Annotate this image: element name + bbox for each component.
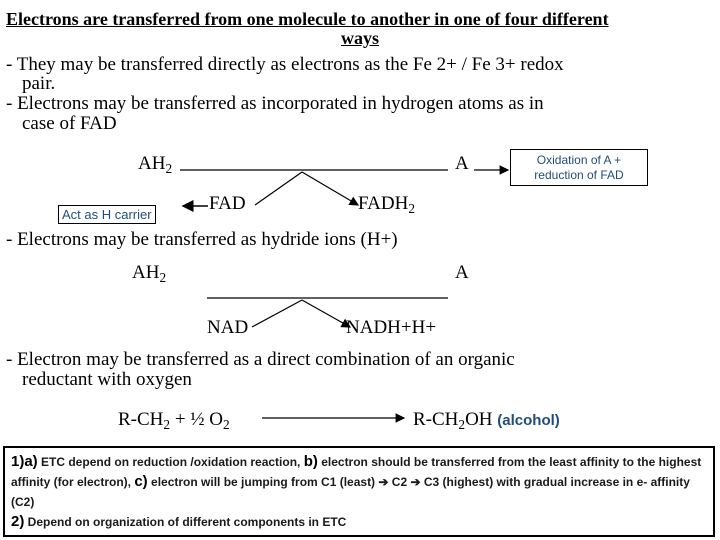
reaction3-left: $R-CH_2$ + ½ $O_2$ xyxy=(118,409,230,432)
reaction1-fad-line xyxy=(255,172,302,205)
reaction2-nad: NAD xyxy=(207,317,249,338)
summary-b-label: b) xyxy=(303,453,318,470)
reaction2-nadh: NADH+H+ xyxy=(346,317,437,338)
title-line-2: ways xyxy=(340,28,379,48)
summary-1a-label: 1)a) xyxy=(11,453,38,470)
reaction3-right: $R-CH_2OH$ (alcohol) xyxy=(413,409,560,432)
title-line-1: Electrons are transferred from one molecule to another in one of four different xyxy=(6,9,609,29)
reaction1-fadh2-arrow xyxy=(302,172,358,205)
point-2-line-1: - Electrons may be transferred as incorporated in hydrogen atoms as in xyxy=(6,93,544,114)
reaction1-ah2: $AH_2$ xyxy=(138,153,173,176)
point-2-line-2: case of FAD xyxy=(22,113,117,134)
reaction1-a: A xyxy=(455,153,469,174)
summary-2-label: 2) xyxy=(11,513,25,530)
summary-c-label: c) xyxy=(134,473,148,490)
reaction2-ah2: $AH_2$ xyxy=(132,262,167,285)
reaction1-fadh2: $FADH_2$ xyxy=(358,193,415,216)
arrow-icon: ➔ xyxy=(410,475,421,489)
arrow-icon: ➔ xyxy=(378,475,389,489)
point-1-line-2: pair. xyxy=(22,73,56,94)
point-3: - Electrons may be transferred as hydride ions (H+) xyxy=(6,229,398,250)
point-1-line-1: - They may be transferred directly as electrons as the Fe 2+ / Fe 3+ redox xyxy=(6,54,564,75)
summary-box: 1)a) ETC depend on reduction /oxidation reaction, b) electron should be transferred from the least affinity to the highest affinity (for electron), c) electron will be jumping from C1 (least) ➔ C2 ➔ C3 (highest) with gradual increase in e- affinity (C2) 2) Depend on organization of different components in ETC xyxy=(3,446,715,537)
reaction2-a: A xyxy=(455,262,469,283)
point-4-line-2: reductant with oxygen xyxy=(22,369,192,390)
point-4-line-1: - Electron may be transferred as a direct combination of an organic xyxy=(6,349,515,370)
reaction2-nadh-arrow xyxy=(302,300,350,327)
h-carrier-box: Act as H carrier xyxy=(58,205,156,224)
reaction1-fad: FAD xyxy=(209,193,246,214)
oxidation-note-box: Oxidation of A + reduction of FAD xyxy=(510,149,648,186)
reaction2-nad-line xyxy=(252,300,302,327)
